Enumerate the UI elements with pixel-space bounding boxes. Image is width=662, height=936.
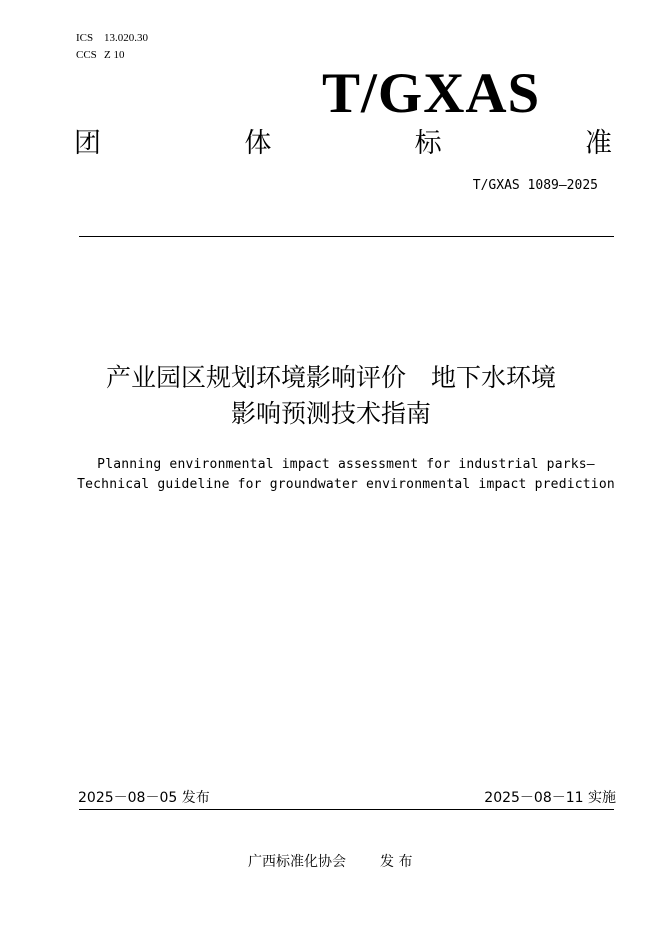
standard-type-char: 体 bbox=[244, 128, 272, 159]
ics-label: ICS bbox=[76, 32, 94, 44]
standard-brand: T/GXAS bbox=[322, 62, 541, 125]
release-date: 2025－08－05 发布 bbox=[78, 790, 210, 806]
ccs-value: Z 10 bbox=[104, 49, 125, 61]
standard-type bbox=[74, 126, 612, 162]
standard-type-char: 团 bbox=[74, 128, 101, 159]
standard-number: T/GXAS 1089—2025 bbox=[472, 178, 598, 193]
title-en-line1: Planning environmental impact assessment for industrial parks— bbox=[97, 457, 595, 472]
implementation-date: 2025－08－11 实施 bbox=[484, 790, 616, 806]
publisher-organization: 广西标准化协会 bbox=[248, 854, 346, 870]
title-en-line2: Technical guideline for groundwater environmental impact prediction bbox=[77, 477, 615, 492]
footer-divider bbox=[79, 809, 614, 810]
title-cn-line1: 产业园区规划环境影响评价 地下水环境 bbox=[105, 363, 556, 392]
header-divider bbox=[79, 236, 614, 237]
standard-type-char: 标 bbox=[414, 128, 442, 159]
standard-type-char: 准 bbox=[584, 128, 612, 159]
ccs-code bbox=[76, 49, 124, 62]
title-cn-line2: 影响预测技术指南 bbox=[230, 399, 431, 428]
publisher-action: 发 布 bbox=[380, 854, 413, 870]
ics-value: 13.020.30 bbox=[104, 32, 148, 44]
ccs-label: CCS bbox=[76, 49, 97, 61]
ics-code bbox=[76, 32, 148, 45]
publisher bbox=[248, 852, 412, 872]
